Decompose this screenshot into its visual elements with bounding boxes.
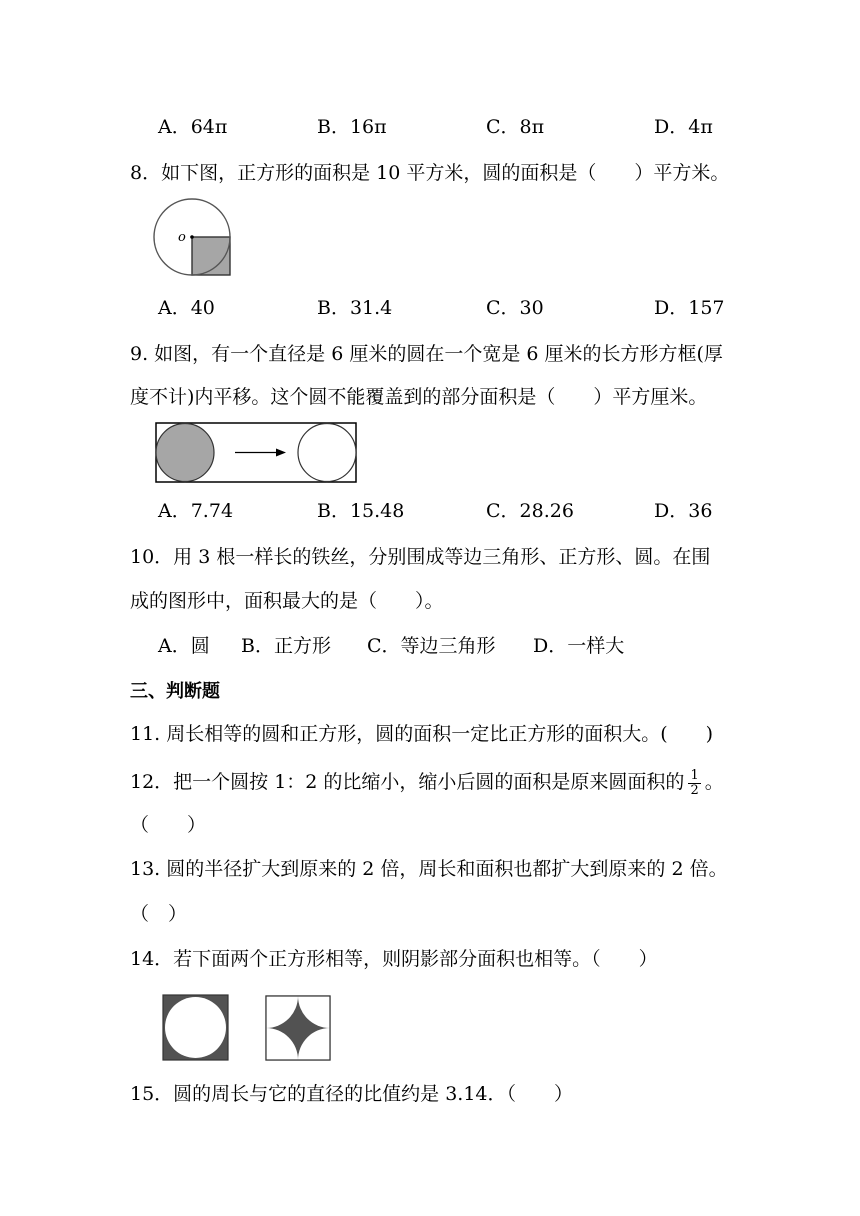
q10-question-line1: 10．用 3 根一样长的铁丝，分别围成等边三角形、正方形、圆。在围 [130, 546, 711, 568]
q13-answer-blank[interactable]: （ ） [130, 903, 188, 925]
q8-option-a[interactable]: A．40 [158, 297, 215, 319]
q10-option-c[interactable]: C．等边三角形 [367, 635, 496, 657]
q9-question-line1: 9. 如图，有一个直径是 6 厘米的圆在一个宽是 6 厘米的长方形方框(厚 [130, 343, 723, 365]
q7-option-b[interactable]: B．16π [317, 116, 387, 138]
q15-statement: 15．圆的周长与它的直径的比值约是 3.14．（ ） [130, 1083, 574, 1105]
q9-option-a[interactable]: A．7.74 [158, 500, 234, 522]
q12-text-after: 。 [704, 771, 724, 793]
q9-sliding-circle-figure [155, 421, 359, 485]
q12-fraction [688, 769, 700, 798]
q14-square-quarter-circles-figure [263, 993, 333, 1063]
q14-statement: 14．若下面两个正方形相等，则阴影部分面积也相等。（ ） [130, 948, 658, 970]
q8-circle-square-figure [153, 198, 237, 280]
q8-question: 8．如下图，正方形的面积是 10 平方米，圆的面积是（ ）平方米。 [130, 162, 730, 184]
q12-fraction-numerator: 1 [690, 767, 699, 783]
q14-square-inscribed-circle-figure [161, 993, 231, 1063]
q11-statement: 11. 周长相等的圆和正方形，圆的面积一定比正方形的面积大。( ) [130, 723, 714, 745]
section-title: 三、判断题 [130, 681, 220, 702]
q8-center-label: o [178, 230, 186, 245]
q13-statement-line1: 13. 圆的半径扩大到原来的 2 倍，周长和面积也都扩大到原来的 2 倍。 [130, 858, 728, 880]
q7-option-d[interactable]: D．4π [654, 116, 713, 138]
q8-options [0, 294, 860, 322]
q9-option-b[interactable]: B．15.48 [317, 500, 405, 522]
q10-options [0, 632, 860, 660]
q12-answer-blank[interactable]: （ ） [130, 814, 207, 836]
q7-options [0, 113, 860, 141]
q10-option-a[interactable]: A．圆 [158, 635, 210, 657]
q9-question-line2: 度不计)内平移。这个圆不能覆盖到的部分面积是（ ）平方厘米。 [130, 386, 708, 408]
q7-option-c[interactable]: C．8π [486, 116, 545, 138]
q12-statement [130, 766, 724, 798]
q9-option-c[interactable]: C．28.26 [486, 500, 574, 522]
q7-option-a[interactable]: A．64π [158, 116, 228, 138]
q9-option-d[interactable]: D．36 [654, 500, 713, 522]
q10-question-line2: 成的图形中，面积最大的是（ ）。 [130, 590, 444, 612]
q12-text-before: 12．把一个圆按 1：2 的比缩小，缩小后圆的面积是原来圆面积的 [130, 771, 685, 793]
q10-option-d[interactable]: D．一样大 [533, 635, 625, 657]
q8-option-c[interactable]: C．30 [486, 297, 544, 319]
q9-options [0, 497, 860, 525]
q8-option-d[interactable]: D．157 [654, 297, 725, 319]
q12-fraction-denominator: 2 [690, 782, 699, 798]
q10-option-b[interactable]: B．正方形 [241, 635, 331, 657]
q8-option-b[interactable]: B．31.4 [317, 297, 393, 319]
